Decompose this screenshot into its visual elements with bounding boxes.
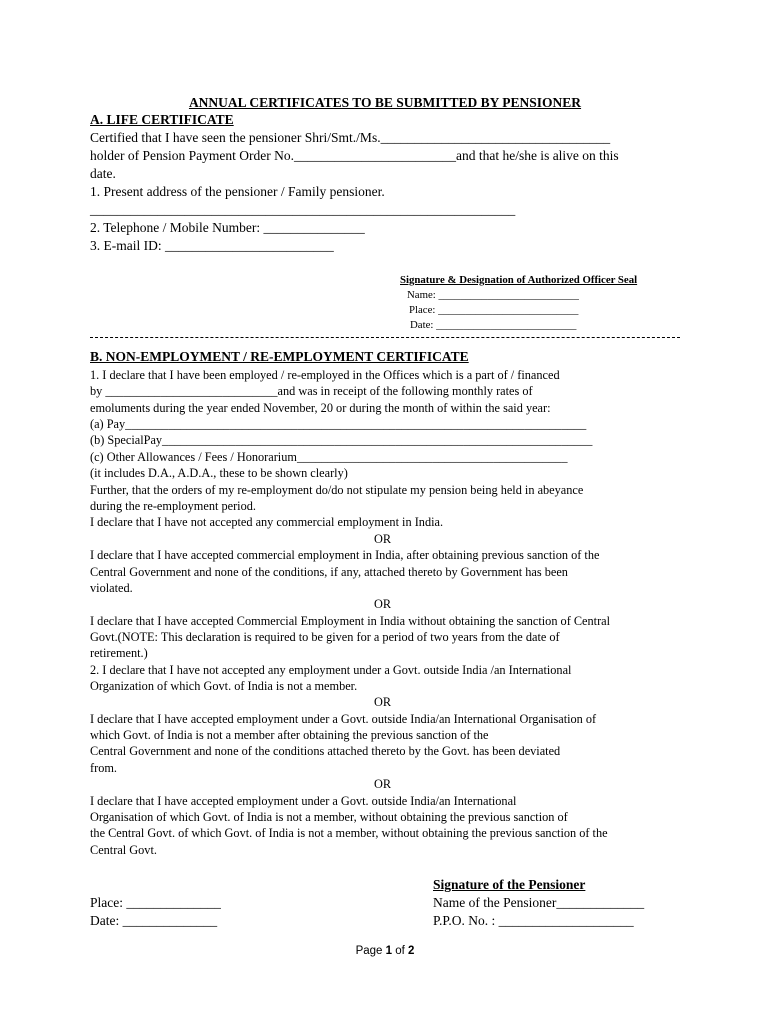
- declaration-line: Central Government and none of the conditions, if any, attached thereto by Government has been: [90, 565, 568, 579]
- officer-signature-heading: Signature & Designation of Authorized Officer Seal: [400, 274, 638, 286]
- declaration-line: the Central Govt. of which Govt. of India is not a member, without obtaining the previous sanction of the: [90, 826, 608, 840]
- officer-date-field: Date: __________________________: [410, 319, 577, 331]
- section-divider: [90, 337, 680, 338]
- telephone-field: 2. Telephone / Mobile Number: _______________: [90, 220, 365, 235]
- pensioner-signature-heading: Signature of the Pensioner: [433, 877, 586, 892]
- declaration-line: Central Government and none of the conditions attached thereto by the Govt. has been deviated: [90, 744, 561, 758]
- declaration-line: Govt.(NOTE: This declaration is required to be given for a period of two years from the date of: [90, 630, 560, 644]
- declaration-line: Central Govt.: [90, 843, 157, 857]
- declaration-line: I declare that I have accepted commercial employment in India, after obtaining previous sanction of the: [90, 548, 600, 562]
- declaration-line: I declare that I have accepted employment under a Govt. outside India/an International Organisation of: [90, 712, 597, 726]
- officer-name-field: Name: __________________________: [407, 289, 579, 301]
- section-a-heading: A. LIFE CERTIFICATE: [90, 112, 234, 127]
- page-total: 2: [408, 945, 415, 957]
- ppo-number-field: P.P.O. No. : ____________________: [433, 913, 634, 928]
- employment-line: I declare that I have not accepted any commercial employment in India.: [90, 515, 444, 529]
- pensioner-name-field: Name of the Pensioner_____________: [433, 895, 645, 910]
- declaration-line: retirement.): [90, 646, 148, 660]
- employment-line: 1. I declare that I have been employed / re-employed in the Offices which is a part of / financed: [90, 368, 560, 382]
- employment-line: during the re-employment period.: [90, 499, 256, 513]
- employment-line: (it includes D.A., A.D.A., these to be shown clearly): [90, 466, 348, 480]
- pay-field: (a) Pay___________________________________________________________________________: [90, 417, 587, 431]
- employment-line: Further, that the orders of my re-employment do/do not stipulate my pension being held in abeyance: [90, 483, 584, 497]
- or-separator: OR: [374, 532, 392, 546]
- declaration-line: I declare that I have accepted employment under a Govt. outside India/an International: [90, 794, 517, 808]
- allowances-field: (c) Other Allowances / Fees / Honorarium____________________________________________: [90, 450, 568, 464]
- declaration-line: Organisation of which Govt. of India is not a member, without obtaining the previous sanction of: [90, 810, 568, 824]
- page-current: 1: [385, 945, 393, 957]
- life-cert-line-2: holder of Pension Payment Order No.________________________and that he/she is alive on this: [90, 148, 619, 163]
- special-pay-field: (b) SpecialPay______________________________________________________________________: [90, 433, 593, 447]
- declaration-line: from.: [90, 761, 117, 775]
- section-b-heading: B. NON-EMPLOYMENT / RE-EMPLOYMENT CERTIFICATE: [90, 349, 469, 364]
- declaration-line: violated.: [90, 581, 133, 595]
- place-field: Place: ______________: [90, 895, 221, 910]
- page-number: [300, 945, 470, 957]
- page-of-label: of: [392, 945, 409, 957]
- or-separator: OR: [374, 777, 392, 791]
- present-address-blank: _______________________________________________________________: [90, 202, 516, 217]
- declaration-line: Organization of which Govt. of India is not a member.: [90, 679, 358, 693]
- declaration-line: I declare that I have accepted Commercial Employment in India without obtaining the sanction of Central: [90, 614, 611, 628]
- life-cert-line-3: date.: [90, 166, 116, 181]
- date-field: Date: ______________: [90, 913, 218, 928]
- declaration-line: which Govt. of India is not a member after obtaining the previous sanction of the: [90, 728, 489, 742]
- life-cert-line-1: Certified that I have seen the pensioner Shri/Smt./Ms.__________________________________: [90, 130, 611, 145]
- document-title: ANNUAL CERTIFICATES TO BE SUBMITTED BY PENSIONER: [188, 95, 582, 110]
- page-label: Page: [355, 945, 386, 957]
- employment-line: by ____________________________and was in receipt of the following monthly rates of: [90, 384, 533, 398]
- present-address-label: 1. Present address of the pensioner / Family pensioner.: [90, 184, 385, 199]
- or-separator: OR: [374, 597, 392, 611]
- or-separator: OR: [374, 695, 392, 709]
- employment-line: emoluments during the year ended November, 20 or during the month of within the said year:: [90, 401, 551, 415]
- declaration-line: 2. I declare that I have not accepted any employment under a Govt. outside India /an International: [90, 663, 572, 677]
- email-field: 3. E-mail ID: _________________________: [90, 238, 334, 253]
- officer-place-field: Place: __________________________: [409, 304, 579, 316]
